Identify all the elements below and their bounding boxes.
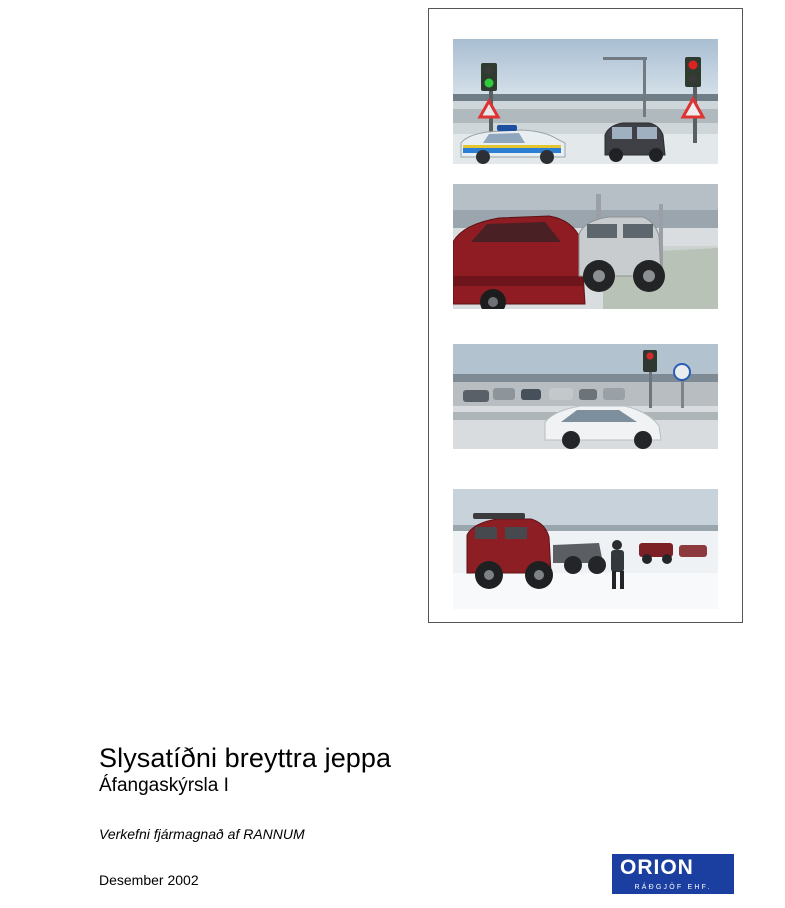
intersection-photo-graphic [453, 39, 718, 164]
document-title: Slysatíðni breyttra jeppa [99, 743, 392, 773]
logo-tagline: RÁÐGJÖF EHF. [612, 882, 734, 894]
document-date: Desember 2002 [99, 872, 199, 888]
parked-vehicles-photo-graphic [453, 184, 718, 309]
funding-note: Verkefni fjármagnað af RANNUM [99, 826, 305, 842]
cover-image-urban-road [453, 344, 718, 449]
orion-logo [612, 854, 734, 894]
cover-image-parked-vehicles [453, 184, 718, 309]
document-subtitle: Áfangaskýrsla I [99, 775, 229, 796]
snow-field-photo-graphic [453, 489, 718, 609]
cover-photo-frame [428, 8, 743, 623]
urban-road-photo-graphic [453, 344, 718, 449]
cover-image-snow-field [453, 489, 718, 609]
cover-image-intersection [453, 39, 718, 164]
logo-wordmark: ORION [620, 856, 694, 879]
title-block [99, 742, 619, 798]
logo-mark [612, 854, 734, 882]
